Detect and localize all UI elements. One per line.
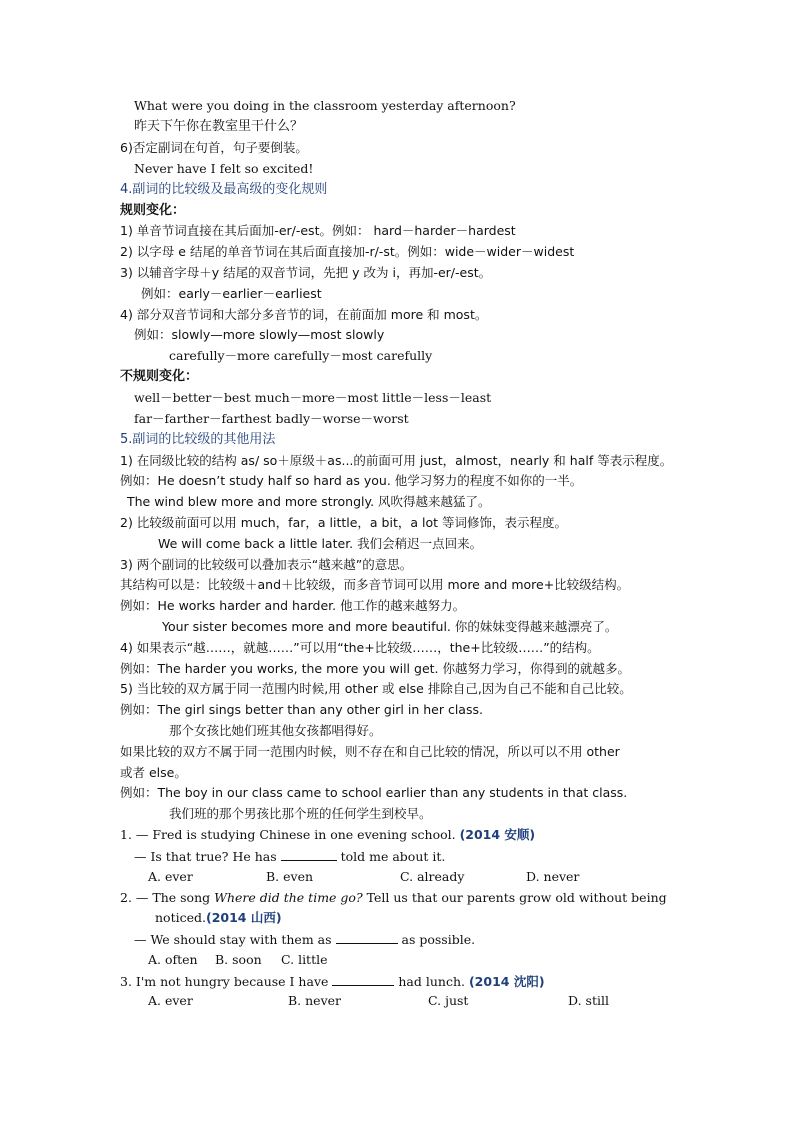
answer-blank[interactable]	[281, 848, 337, 861]
subheading-irregular: 不规则变化：	[120, 369, 199, 384]
question-2-text: 2. — The song	[120, 890, 211, 905]
question-2-source: (2014 山西)	[205, 910, 282, 925]
usage-example-translation: 我们班的那个男孩比那个班的任何学生到校早。	[169, 806, 432, 821]
question-2	[120, 890, 667, 906]
usage-item-2: 2) 比较级前面可以用 much，far，a little，a bit，a lot 等词修饰，表示程度。	[120, 515, 567, 530]
example-translation: 昨天下午你在教室里干什么？	[134, 119, 304, 134]
rule-example: carefully－more carefully－most carefully	[169, 348, 433, 363]
irregular-forms: far－farther－farthest badly－worse－worst	[134, 411, 409, 426]
rule-example: 例如：early－earlier－earliest	[141, 286, 322, 301]
irregular-forms: well－better－best much－more－most little－less－least	[134, 390, 492, 405]
usage-example: Your sister becomes more and more beautiful. 你的妹妹变得越来越漂亮了。	[162, 619, 618, 634]
usage-example-translation: 那个女孩比她们班其他女孩都唱得好。	[169, 723, 382, 738]
usage-note: 如果比较的双方不属于同一范围内时候，则不存在和自己比较的情况，所以可以不用 other	[120, 744, 620, 759]
question-3-text: 3. I'm not hungry because I have	[120, 974, 329, 989]
question-1-line-2	[134, 848, 445, 865]
question-2-line-3	[134, 931, 475, 948]
rule-example: 例如：slowly—more slowly—most slowly	[134, 327, 385, 342]
question-2-text: noticed.	[155, 910, 206, 925]
option-c[interactable]: C. just	[428, 993, 469, 1008]
option-c[interactable]: C. already	[400, 869, 465, 884]
section-heading-5: 5.副词的比较级的其他用法	[120, 432, 276, 447]
section-heading-4: 4.副词的比较级及最高级的变化规则	[120, 182, 328, 197]
rule-item-3: 3) 以辅音字母＋y 结尾的双音节词，先把 y 改为 i，再加-er/-est。	[120, 265, 492, 280]
option-d[interactable]: D. never	[526, 869, 580, 884]
example-sentence: What were you doing in the classroom yesterday afternoon?	[134, 98, 516, 113]
option-a[interactable]: A. ever	[148, 869, 193, 884]
usage-example: 例如：He works harder and harder. 他工作的越来越努力。	[120, 598, 466, 613]
usage-example: The wind blew more and more strongly. 风吹得越来越猛了。	[127, 494, 491, 509]
usage-example: 例如：The girl sings better than any other girl in her class.	[120, 702, 483, 717]
question-2-line-2	[155, 910, 282, 926]
rule-item-2: 2) 以字母 e 结尾的单音节词在其后面直接加-r/-st。例如：wide－wider－widest	[120, 244, 575, 259]
option-b[interactable]: B. soon	[215, 952, 262, 967]
question-1	[120, 827, 535, 843]
usage-structure: 其结构可以是：比较级＋and＋比较级，而多音节词可以用 more and more+比较级结构。	[120, 577, 630, 592]
usage-item-3: 3) 两个副词的比较级可以叠加表示“越来越”的意思。	[120, 557, 413, 572]
question-3-source: (2014 沈阳)	[468, 974, 545, 989]
option-a[interactable]: A. ever	[148, 993, 193, 1008]
option-b[interactable]: B. even	[266, 869, 314, 884]
example-sentence: Never have I felt so excited!	[134, 161, 314, 176]
rule-item-1: 1) 单音节词直接在其后面加-er/-est。例如： hard－harder－hardest	[120, 223, 516, 238]
question-2-text: — We should stay with them as	[134, 932, 332, 947]
question-1-text: — Is that true? He has	[134, 849, 277, 864]
question-3	[120, 973, 545, 990]
usage-item-1: 1) 在同级比较的结构 as/ so＋原级＋as...的前面可用 just，almost，nearly 和 half 等表示程度。	[120, 453, 673, 468]
usage-note: 或者 else。	[120, 765, 187, 780]
usage-example: We will come back a little later. 我们会稍迟一点回来。	[158, 536, 483, 551]
usage-example: 例如：He doesn’t study half so hard as you. 他学习努力的程度不如你的一半。	[120, 473, 583, 488]
question-3-text: had lunch.	[398, 974, 465, 989]
option-a[interactable]: A. often	[148, 952, 198, 967]
answer-blank[interactable]	[332, 973, 394, 986]
answer-blank[interactable]	[336, 931, 398, 944]
usage-item-5: 5) 当比较的双方属于同一范围内时候,用 other 或 else 排除自己,因为自己不能和自己比较。	[120, 681, 632, 696]
subheading-regular: 规则变化：	[120, 203, 186, 218]
question-1-stem: 1. — Fred is studying Chinese in one evening school.	[120, 827, 456, 842]
option-c[interactable]: C. little	[281, 952, 328, 967]
rule-6: 6)否定副词在句首，句子要倒装。	[120, 140, 308, 155]
usage-item-4: 4) 如果表示“越……，就越……”可以用“the+比较级……，the+比较级……”的结构。	[120, 640, 600, 655]
usage-example: 例如：The harder you works, the more you will get. 你越努力学习，你得到的就越多。	[120, 661, 630, 676]
song-title: Where did the time go?	[214, 890, 363, 905]
question-2-text: Tell us that our parents grow old without being	[366, 890, 667, 905]
question-2-text: as possible.	[401, 932, 476, 947]
usage-example: 例如：The boy in our class came to school earlier than any students in that class.	[120, 785, 628, 800]
option-b[interactable]: B. never	[288, 993, 342, 1008]
question-1-text: told me about it.	[340, 849, 446, 864]
rule-item-4: 4) 部分双音节词和大部分多音节的词，在前面加 more 和 most。	[120, 307, 488, 322]
question-1-source: (2014 安顺)	[459, 827, 536, 842]
option-d[interactable]: D. still	[568, 993, 609, 1008]
